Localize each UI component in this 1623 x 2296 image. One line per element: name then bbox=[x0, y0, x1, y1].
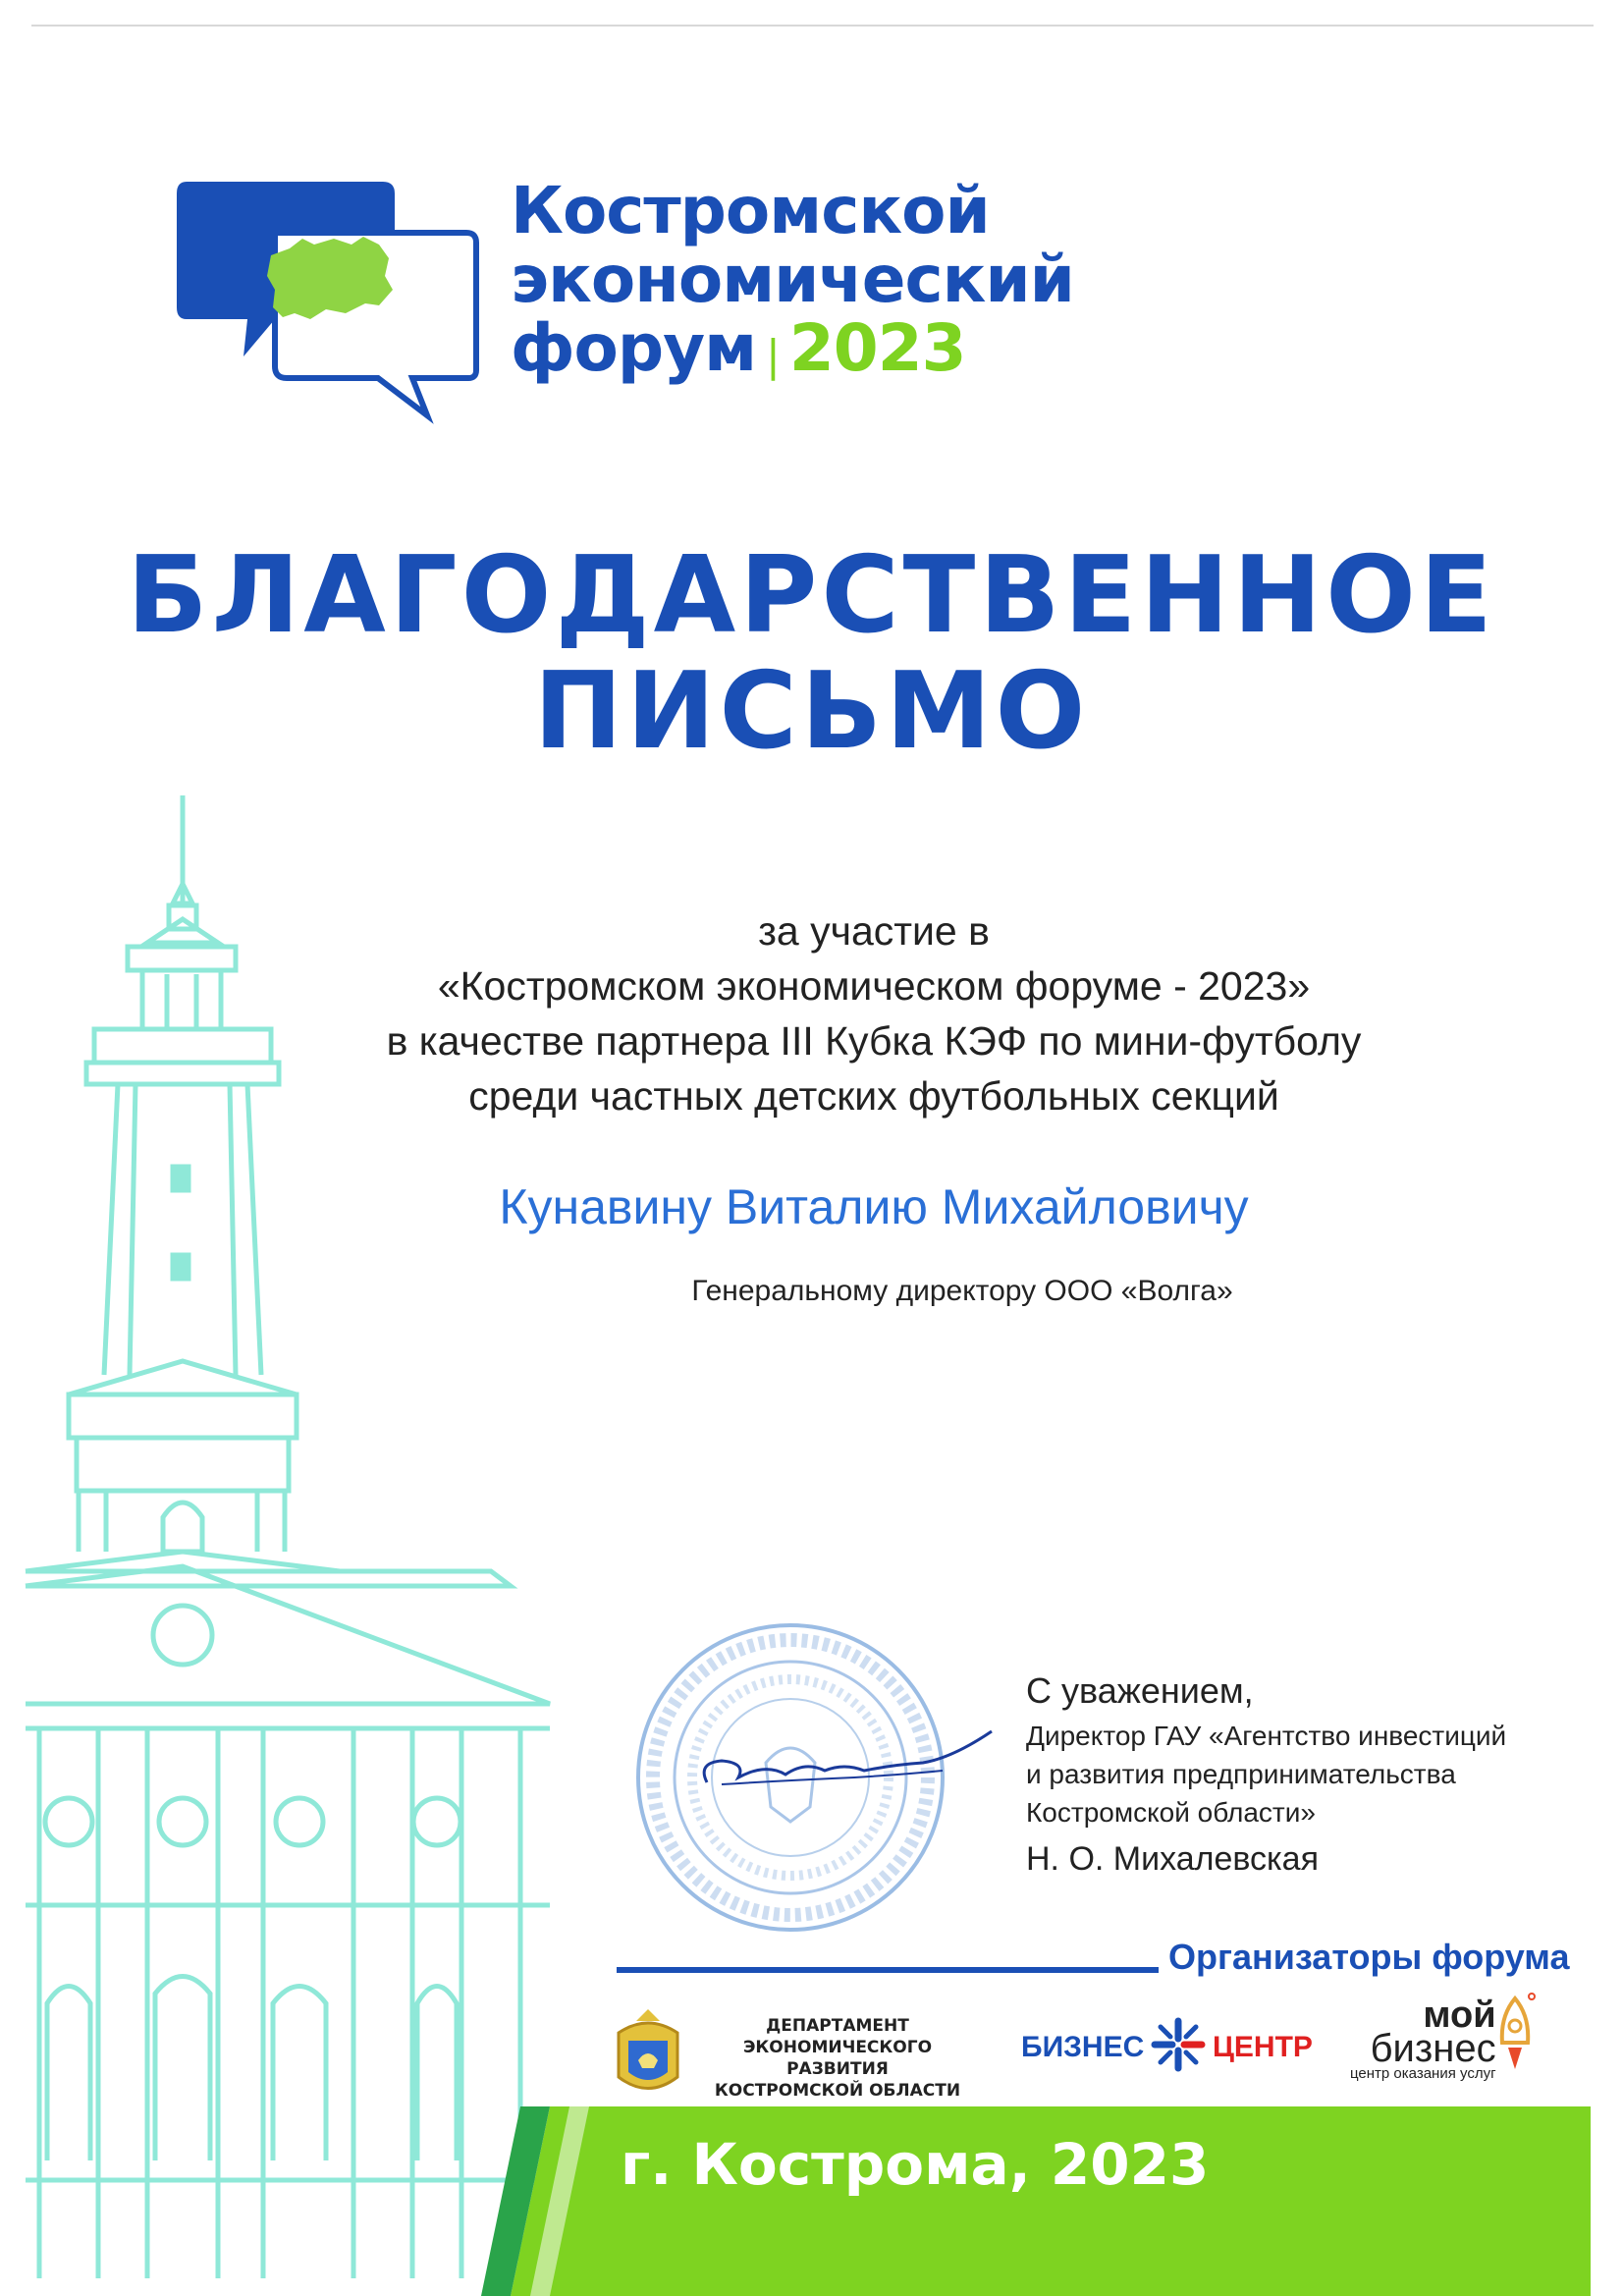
letter-title bbox=[0, 534, 1623, 773]
dept-line3: КОСТРОМСКОЙ ОБЛАСТИ bbox=[714, 2081, 961, 2101]
forum-logo-text bbox=[511, 173, 1074, 391]
signer-role-line2: и развития предпринимательства bbox=[1026, 1759, 1456, 1789]
moy-line3: центр оказания услуг bbox=[1350, 2065, 1496, 2082]
coat-of-arms-icon bbox=[599, 2003, 697, 2102]
title-line1: БЛАГОДАРСТВЕННОЕ bbox=[127, 534, 1496, 657]
signer-role-line1: Директор ГАУ «Агентство инвестиций bbox=[1026, 1721, 1507, 1751]
business-center-icon bbox=[1149, 2015, 1208, 2074]
logo-year: 2023 bbox=[788, 310, 966, 386]
logo-separator: | bbox=[766, 331, 780, 381]
rocket-icon bbox=[1490, 1989, 1540, 2077]
organizers-divider bbox=[617, 1967, 1159, 1973]
recipient-position: Генеральному директору ООО «Волга» bbox=[691, 1275, 1233, 1307]
letter-body bbox=[324, 903, 1424, 1123]
signature-block bbox=[1026, 1669, 1506, 1881]
body-line3: в качестве партнера III Кубка КЭФ по мини-футболу bbox=[386, 1018, 1362, 1064]
logo-line3-row bbox=[511, 310, 1074, 391]
footer-city-year: г. Кострома, 2023 bbox=[621, 2131, 1210, 2198]
moy-line2: бизнес bbox=[1370, 2027, 1496, 2070]
department-name bbox=[705, 2015, 970, 2102]
title-line2: ПИСЬМО bbox=[533, 650, 1090, 773]
body-line1: за участие в bbox=[758, 908, 990, 954]
business-center-left: БИЗНЕС bbox=[1021, 2031, 1145, 2063]
top-border-line bbox=[31, 25, 1594, 27]
signer-role bbox=[1026, 1717, 1506, 1831]
my-business-logo bbox=[1350, 1995, 1496, 2083]
organizers-title: Организаторы форума bbox=[1168, 1937, 1570, 1977]
logo-line1: Костромской bbox=[511, 173, 990, 248]
business-center-right: ЦЕНТР bbox=[1213, 2031, 1313, 2063]
body-line4: среди частных детских футбольных секций bbox=[468, 1073, 1279, 1119]
recipient-name: Кунавину Виталию Михайловичу bbox=[499, 1179, 1249, 1234]
moy-line1: мой bbox=[1423, 1995, 1496, 2036]
logo-line2: экономический bbox=[511, 242, 1074, 317]
forum-logo-icon bbox=[177, 182, 491, 427]
dept-line1: ДЕПАРТАМЕНТ bbox=[766, 2016, 909, 2036]
body-line2: «Костромском экономическом форуме - 2023» bbox=[437, 963, 1311, 1009]
dept-line2: ЭКОНОМИЧЕСКОГО РАЗВИТИЯ bbox=[742, 2038, 933, 2079]
signer-role-line3: Костромской области» bbox=[1026, 1797, 1316, 1828]
regards-text: С уважением, bbox=[1026, 1670, 1254, 1711]
signer-name: Н. О. Михалевская bbox=[1026, 1840, 1319, 1878]
signature-icon bbox=[628, 1615, 1041, 1940]
logo-line3: форум bbox=[511, 310, 757, 386]
